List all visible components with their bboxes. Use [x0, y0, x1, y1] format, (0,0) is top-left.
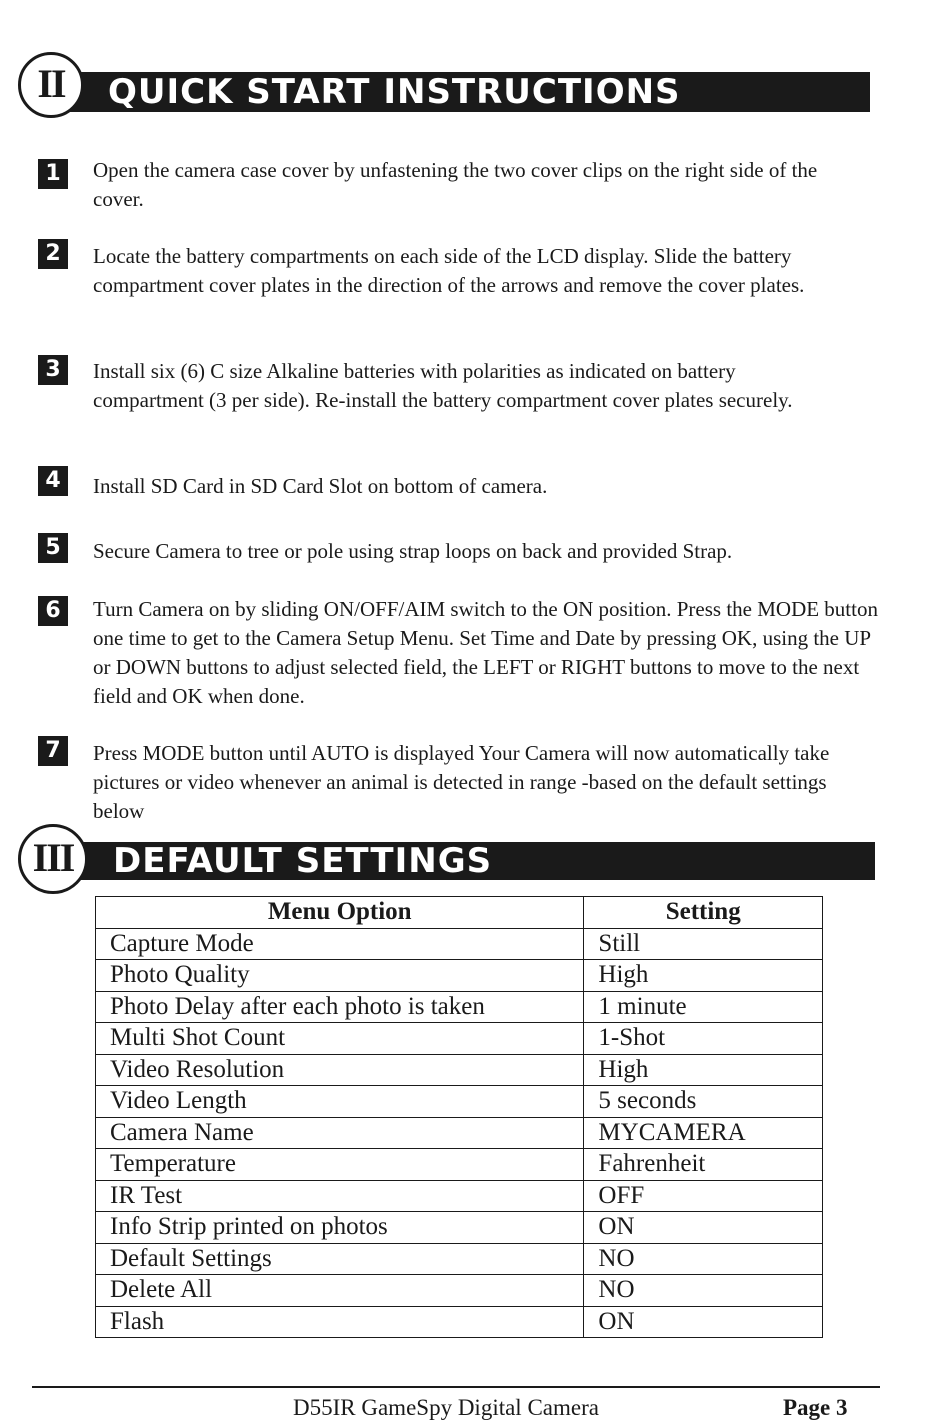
setting-cell: 1-Shot [584, 1023, 823, 1055]
step-number: 1 [38, 159, 68, 189]
table-row [96, 1086, 823, 1118]
setting-cell: ON [584, 1212, 823, 1244]
default-settings-header [18, 822, 878, 886]
setting-cell: High [584, 960, 823, 992]
step-number: 7 [38, 736, 68, 766]
step-number: 2 [38, 239, 68, 269]
step-text: Install SD Card in SD Card Slot on bottom of camera. [93, 474, 548, 498]
step-text: Secure Camera to tree or pole using strap loops on back and provided Strap. [93, 539, 733, 563]
menu-option-cell: Photo Quality [96, 960, 584, 992]
menu-option-cell: Capture Mode [96, 928, 584, 960]
footer-divider [32, 1386, 880, 1388]
table-row [96, 960, 823, 992]
menu-option-cell: Info Strip printed on photos [96, 1212, 584, 1244]
setting-cell: Still [584, 928, 823, 960]
menu-option-cell: Camera Name [96, 1117, 584, 1149]
table-row [96, 991, 823, 1023]
menu-option-cell: Video Length [96, 1086, 584, 1118]
column-header-menu-option: Menu Option [96, 897, 584, 929]
menu-option-cell: Photo Delay after each photo is taken [96, 991, 584, 1023]
menu-option-cell: Multi Shot Count [96, 1023, 584, 1055]
table-row [96, 1023, 823, 1055]
table-row [96, 1180, 823, 1212]
menu-option-cell: Flash [96, 1306, 584, 1338]
section-numeral-iii: III [18, 824, 88, 894]
column-header-setting: Setting [584, 897, 823, 929]
setting-cell: Fahrenheit [584, 1149, 823, 1181]
menu-option-cell: Default Settings [96, 1243, 584, 1275]
menu-option-cell: Video Resolution [96, 1054, 584, 1086]
section-numeral-ii: II [18, 52, 84, 118]
table-row [96, 1306, 823, 1338]
footer-page-number: Page 3 [783, 1395, 848, 1420]
menu-option-cell: Delete All [96, 1275, 584, 1307]
step-number: 5 [38, 533, 68, 563]
menu-option-cell: Temperature [96, 1149, 584, 1181]
setting-cell: OFF [584, 1180, 823, 1212]
step-text: Open the camera case cover by unfastening the two cover clips on the right side of the cover. [93, 158, 818, 211]
setting-cell: MYCAMERA [584, 1117, 823, 1149]
table-row [96, 1212, 823, 1244]
table-row [96, 1149, 823, 1181]
setting-cell: NO [584, 1275, 823, 1307]
step-number: 3 [38, 355, 68, 385]
table-row [96, 1275, 823, 1307]
step-text: Press MODE button until AUTO is displayed Your Camera will now automatically take pictures or video whenever an animal is detected in range -based on the default settings below [93, 741, 830, 823]
table-row [96, 1243, 823, 1275]
setting-cell: 1 minute [584, 991, 823, 1023]
step-number: 6 [38, 596, 68, 626]
table-row [96, 1054, 823, 1086]
menu-option-cell: IR Test [96, 1180, 584, 1212]
quick-start-title: QUICK START INSTRUCTIONS [70, 72, 870, 112]
setting-cell: 5 seconds [584, 1086, 823, 1118]
step-number: 4 [38, 466, 68, 496]
table-row [96, 928, 823, 960]
table-header-row [96, 897, 823, 929]
setting-cell: NO [584, 1243, 823, 1275]
setting-cell: High [584, 1054, 823, 1086]
step-text: Turn Camera on by sliding ON/OFF/AIM switch to the ON position. Press the MODE button one time to get to the Camera Setup Menu. Set Time and Date by pressing OK, using the UP or DOWN buttons to adjust selected field, the LEFT or RIGHT buttons to move to the next field and OK when done. [93, 597, 878, 708]
setting-cell: ON [584, 1306, 823, 1338]
footer-product-name: D55IR GameSpy Digital Camera [293, 1395, 599, 1420]
step-text: Locate the battery compartments on each side of the LCD display. Slide the battery compartment cover plates in the direction of the arrows and remove the cover plates. [93, 244, 805, 297]
default-settings-title: DEFAULT SETTINGS [73, 842, 875, 880]
step-text: Install six (6) C size Alkaline batteries with polarities as indicated on battery compartment (3 per side). Re-install the battery compartment cover plates securely. [93, 359, 793, 412]
table-row [96, 1117, 823, 1149]
default-settings-table [95, 896, 823, 1338]
quick-start-header [18, 52, 878, 116]
